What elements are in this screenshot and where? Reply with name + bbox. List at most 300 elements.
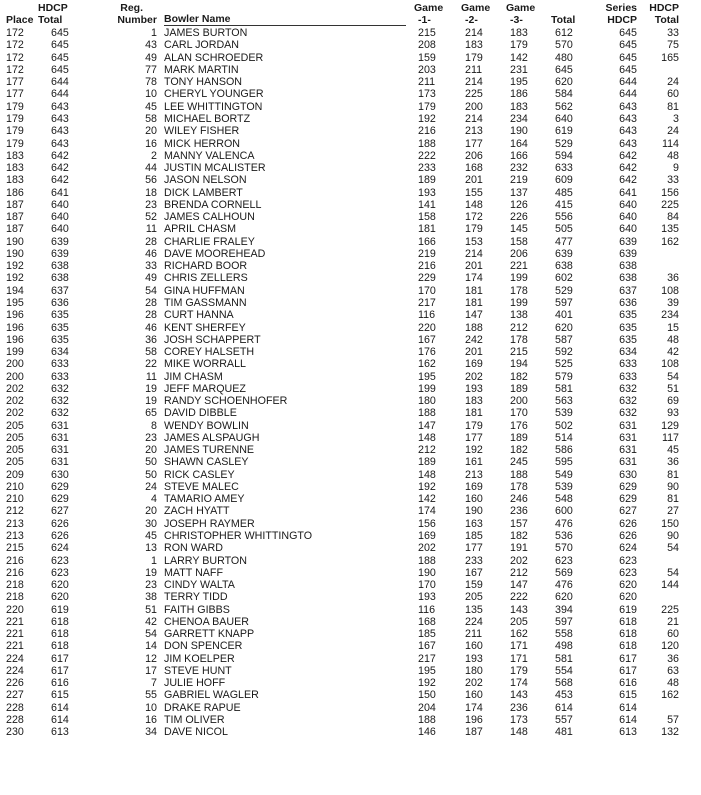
game-2-cell: 200: [465, 100, 483, 113]
total-cell: 529: [555, 137, 573, 150]
game-1-cell: 173: [418, 88, 436, 101]
game-1-cell: 158: [418, 211, 436, 224]
total-cell: 633: [555, 162, 573, 175]
total-cell: 597: [555, 296, 573, 309]
game-3-cell: 171: [510, 640, 528, 653]
hdcp-total-cell: 643: [51, 137, 69, 150]
place-cell: 192: [6, 272, 24, 285]
game-2-cell: 163: [465, 517, 483, 530]
series-hdcp-cell: 637: [619, 284, 637, 297]
total-cell: 620: [555, 591, 573, 604]
hdcp-total-cell: 633: [51, 358, 69, 371]
series-hdcp-cell: 640: [619, 223, 637, 236]
game-2-cell: 153: [465, 235, 483, 248]
table-row: [6, 358, 679, 370]
reg-number-cell: 30: [145, 517, 157, 530]
series-hdcp-cell: 631: [619, 419, 637, 432]
hdcp-value-cell: 81: [667, 468, 679, 481]
table-row: [6, 579, 679, 591]
series-hdcp-cell: 629: [619, 493, 637, 506]
game-2-cell: 167: [465, 566, 483, 579]
total-cell: 477: [555, 235, 573, 248]
hdcp-value-cell: 45: [667, 444, 679, 457]
standings-table: [6, 3, 679, 738]
game-1-cell: 220: [418, 321, 436, 334]
game-3-cell: 231: [510, 63, 528, 76]
game-3-cell: 199: [510, 296, 528, 309]
table-row: [6, 456, 679, 468]
reg-number-cell: 28: [145, 235, 157, 248]
bowler-name-cell: SHAWN CASLEY: [164, 456, 249, 469]
place-cell: 196: [6, 309, 24, 322]
bowler-name-cell: ZACH HYATT: [164, 505, 230, 518]
game-3-cell: 200: [510, 395, 528, 408]
table-row: [6, 321, 679, 333]
place-cell: 213: [6, 517, 24, 530]
bowler-name-cell: GARRETT KNAPP: [164, 628, 255, 641]
hdcp-value-cell: 15: [667, 321, 679, 334]
place-cell: 172: [6, 63, 24, 76]
game-1-cell: 181: [418, 223, 436, 236]
game-2-cell: 147: [465, 309, 483, 322]
total-cell: 549: [555, 468, 573, 481]
hdcp-total-cell: 630: [51, 468, 69, 481]
place-cell: 215: [6, 542, 24, 555]
table-row: [6, 542, 679, 554]
hdcp-value-cell: 42: [667, 346, 679, 359]
hdcp-total-cell: 645: [51, 51, 69, 64]
reg-number-cell: 78: [145, 76, 157, 89]
place-cell: 209: [6, 468, 24, 481]
total-cell: 587: [555, 333, 573, 346]
hdcp-total-cell: 631: [51, 456, 69, 469]
total-cell: 556: [555, 211, 573, 224]
game-3-cell: 126: [510, 198, 528, 211]
game-3-cell: 206: [510, 247, 528, 260]
hdcp-value-cell: 132: [661, 726, 679, 739]
series-hdcp-cell: 632: [619, 382, 637, 395]
bowler-name-cell: JEFF MARQUEZ: [164, 382, 246, 395]
game-1-cell: 159: [418, 51, 436, 64]
place-header: Place: [6, 14, 34, 26]
bowler-name-cell: CINDY WALTA: [164, 579, 235, 592]
series-hdcp-cell: 645: [619, 51, 637, 64]
game-1-cell: 189: [418, 456, 436, 469]
game-1-cell: 208: [418, 39, 436, 52]
game-3-cell: 157: [510, 517, 528, 530]
hdcp-total-cell: 617: [51, 652, 69, 665]
total-cell: 612: [555, 27, 573, 40]
game-3-cell: 162: [510, 628, 528, 641]
hdcp-value-cell: [637, 260, 679, 272]
reg-number-cell: 19: [145, 382, 157, 395]
table-row: [6, 174, 679, 186]
game-1-cell: 216: [418, 125, 436, 138]
place-cell: 172: [6, 27, 24, 40]
series-hdcp-cell: 614: [619, 701, 637, 714]
table-row: [6, 628, 679, 640]
game-2-cell: 213: [465, 468, 483, 481]
hdcp-value-cell: 81: [667, 493, 679, 506]
reg-number-cell: 50: [145, 468, 157, 481]
place-cell: 200: [6, 358, 24, 371]
game-2-cell: 155: [465, 186, 483, 199]
total-cell: 536: [555, 530, 573, 543]
game-1-cell: 147: [418, 419, 436, 432]
game-3-cell: 179: [510, 39, 528, 52]
bowler-name-cell: JOSEPH RAYMER: [164, 517, 255, 530]
hdcp-total-cell: 632: [51, 407, 69, 420]
reg-number-cell: 65: [145, 407, 157, 420]
table-row: [6, 591, 679, 603]
game-2-cell: 225: [465, 88, 483, 101]
hdcp-total-cell: 645: [51, 63, 69, 76]
hdcp-header-line2: Total: [654, 14, 679, 26]
bowler-name-cell: TONY HANSON: [164, 76, 242, 89]
series-hdcp-cell: 635: [619, 309, 637, 322]
place-cell: 200: [6, 370, 24, 383]
game-3-cell: 222: [510, 591, 528, 604]
game-2-cell: 160: [465, 689, 483, 702]
game-1-cell: 156: [418, 517, 436, 530]
series-hdcp-cell: 643: [619, 112, 637, 125]
total-cell: 502: [555, 419, 573, 432]
game-1-cell: 168: [418, 615, 436, 628]
hdcp-total-cell: 617: [51, 664, 69, 677]
hdcp-value-cell: 93: [667, 407, 679, 420]
hdcp-value-cell: 3: [673, 112, 679, 125]
hdcp-total-cell: 643: [51, 125, 69, 138]
game-3-cell: 164: [510, 137, 528, 150]
game-1-cell: 189: [418, 174, 436, 187]
hdcp-total-cell: 642: [51, 149, 69, 162]
total-cell: 415: [555, 198, 573, 211]
reg-number-cell: 10: [145, 88, 157, 101]
table-row: [6, 39, 679, 51]
hdcp-total-cell: 640: [51, 223, 69, 236]
game-1-cell: 219: [418, 247, 436, 260]
total-cell: 539: [555, 480, 573, 493]
place-cell: 179: [6, 125, 24, 138]
hdcp-total-cell: 626: [51, 530, 69, 543]
hdcp-total-cell: 643: [51, 112, 69, 125]
table-row: [6, 370, 679, 382]
table-row: [6, 689, 679, 701]
game-3-cell: 138: [510, 309, 528, 322]
total-cell: 592: [555, 346, 573, 359]
hdcp-total-cell: 627: [51, 505, 69, 518]
series-hdcp-cell: 623: [619, 554, 637, 567]
game-3-cell: 182: [510, 370, 528, 383]
game-3-cell: 205: [510, 615, 528, 628]
bowler-name-cell: WILEY FISHER: [164, 125, 240, 138]
reg-number-cell: 23: [145, 431, 157, 444]
total-cell: 514: [555, 431, 573, 444]
total-cell: 581: [555, 382, 573, 395]
game-2-cell: 160: [465, 493, 483, 506]
total-cell: 558: [555, 628, 573, 641]
game-3-cell: 183: [510, 27, 528, 40]
total-cell: 480: [555, 51, 573, 64]
table-row: [6, 334, 679, 346]
game-2-cell: 159: [465, 579, 483, 592]
game-1-cell: 217: [418, 652, 436, 665]
series-hdcp-cell: 643: [619, 137, 637, 150]
hdcp-total-cell: 626: [51, 517, 69, 530]
table-row: [6, 52, 679, 64]
hdcp-total-cell: 613: [51, 726, 69, 739]
table-row: [6, 726, 679, 738]
hdcp-total-cell: 643: [51, 100, 69, 113]
place-cell: 172: [6, 39, 24, 52]
place-cell: 179: [6, 100, 24, 113]
reg-header-line2: Number: [117, 14, 157, 26]
table-row: [6, 236, 679, 248]
hdcp-value-cell: 114: [661, 137, 679, 150]
game-1-cell: 167: [418, 640, 436, 653]
bowler-name-cell: RICK CASLEY: [164, 468, 235, 481]
total-cell: 525: [555, 358, 573, 371]
game-2-cell: 205: [465, 591, 483, 604]
table-row: [6, 76, 679, 88]
game-3-cell: 158: [510, 235, 528, 248]
reg-number-cell: 56: [145, 174, 157, 187]
hdcp-total-cell: 637: [51, 284, 69, 297]
reg-header-line1: Reg.: [120, 2, 143, 14]
hdcp-total-cell: 616: [51, 677, 69, 690]
place-cell: 218: [6, 591, 24, 604]
game1-header-line1: Game: [414, 2, 444, 14]
game-2-cell: 242: [465, 333, 483, 346]
hdcp-total-cell: 635: [51, 321, 69, 334]
table-row: [6, 603, 679, 615]
total-cell: 600: [555, 505, 573, 518]
hdcp-total-cell: 635: [51, 333, 69, 346]
reg-number-cell: 44: [145, 162, 157, 175]
hdcp-value-cell: 48: [667, 149, 679, 162]
game-3-cell: 236: [510, 505, 528, 518]
series-hdcp-cell: 615: [619, 689, 637, 702]
table-row: [6, 199, 679, 211]
bowler-name-cell: DON SPENCER: [164, 640, 243, 653]
table-row: [6, 272, 679, 284]
game3-header-line1: Game: [506, 2, 536, 14]
total-cell: 539: [555, 407, 573, 420]
game-1-cell: 212: [418, 444, 436, 457]
hdcp-total-cell: 636: [51, 296, 69, 309]
game-2-cell: 202: [465, 370, 483, 383]
game-1-cell: 148: [418, 468, 436, 481]
hdcp-value-cell: 36: [667, 456, 679, 469]
bowler-name-cell: CHRIS ZELLERS: [164, 272, 248, 285]
hdcp-value-cell: [637, 591, 679, 603]
place-cell: 179: [6, 137, 24, 150]
hdcp-total-cell: 640: [51, 211, 69, 224]
table-row: [6, 297, 679, 309]
series-hdcp-cell: 613: [619, 726, 637, 739]
hdcp-total-cell: 629: [51, 480, 69, 493]
series-hdcp-cell: 626: [619, 530, 637, 543]
place-cell: 190: [6, 247, 24, 260]
total-cell: 645: [555, 63, 573, 76]
game-2-cell: 177: [465, 137, 483, 150]
table-row: [6, 113, 679, 125]
game-1-cell: 195: [418, 370, 436, 383]
game-3-cell: 176: [510, 419, 528, 432]
game3-header-line2: -3-: [510, 14, 523, 26]
table-row: [6, 714, 679, 726]
game-3-cell: 199: [510, 272, 528, 285]
place-cell: 194: [6, 284, 24, 297]
reg-number-cell: 17: [145, 664, 157, 677]
reg-number-cell: 54: [145, 628, 157, 641]
game-2-cell: 190: [465, 505, 483, 518]
reg-number-cell: 16: [145, 137, 157, 150]
game-2-cell: 188: [465, 321, 483, 334]
series-hdcp-cell: 644: [619, 76, 637, 89]
bowler-name-cell: RANDY SCHOENHOFER: [164, 395, 288, 408]
series-hdcp-cell: 631: [619, 456, 637, 469]
game-1-cell: 192: [418, 480, 436, 493]
series-header-line1: Series: [605, 2, 637, 14]
game-1-cell: 217: [418, 296, 436, 309]
place-cell: 230: [6, 726, 24, 739]
game-1-cell: 176: [418, 346, 436, 359]
game-2-cell: 148: [465, 198, 483, 211]
hdcp-total-cell: 644: [51, 76, 69, 89]
hdcp-total-cell: 623: [51, 566, 69, 579]
game-1-cell: 166: [418, 235, 436, 248]
game-2-cell: 192: [465, 444, 483, 457]
game-1-cell: 193: [418, 186, 436, 199]
bowler-name-cell: RICHARD BOOR: [164, 260, 248, 273]
hdcp-value-cell: 36: [667, 272, 679, 285]
total-cell: 557: [555, 714, 573, 726]
bowler-name-cell: CHENOA BAUER: [164, 615, 249, 628]
hdcp-total-cell: 620: [51, 591, 69, 604]
hdcp-total-cell: 632: [51, 395, 69, 408]
game-2-cell: 179: [465, 419, 483, 432]
hdcp-value-cell: [637, 248, 679, 260]
place-cell: 195: [6, 296, 24, 309]
game-1-cell: 199: [418, 382, 436, 395]
game-1-cell: 116: [418, 603, 436, 616]
table-row: [6, 285, 679, 297]
hdcp-value-cell: 24: [667, 125, 679, 138]
hdcp-total-cell: 635: [51, 309, 69, 322]
bowler-name-cell: JUSTIN MCALISTER: [164, 162, 266, 175]
game-1-cell: 211: [418, 76, 436, 89]
reg-number-cell: 18: [145, 186, 157, 199]
bowler-name-cell: DRAKE RAPUE: [164, 701, 241, 714]
total-cell: 597: [555, 615, 573, 628]
total-cell: 394: [555, 603, 573, 616]
game-2-cell: 196: [465, 714, 483, 726]
game-2-cell: 181: [465, 296, 483, 309]
total-cell: 570: [555, 542, 573, 555]
place-cell: 212: [6, 505, 24, 518]
total-cell: 620: [555, 76, 573, 89]
total-cell: 640: [555, 112, 573, 125]
total-cell: 595: [555, 456, 573, 469]
table-row: [6, 395, 679, 407]
series-hdcp-cell: 631: [619, 444, 637, 457]
game-1-cell: 192: [418, 112, 436, 125]
bowler-name-cell: JAMES TURENNE: [164, 444, 255, 457]
place-cell: 218: [6, 579, 24, 592]
place-cell: 187: [6, 211, 24, 224]
hdcp-value-cell: 162: [661, 235, 679, 248]
game-3-cell: 191: [510, 542, 528, 555]
game-3-cell: 178: [510, 333, 528, 346]
table-row: [6, 505, 679, 517]
reg-number-cell: 28: [145, 309, 157, 322]
reg-number-cell: 11: [145, 223, 157, 236]
game-1-cell: 233: [418, 162, 436, 175]
bowler-name-cell: JAMES BURTON: [164, 27, 248, 40]
game-1-cell: 204: [418, 701, 436, 714]
game-1-cell: 146: [418, 726, 436, 739]
reg-number-cell: 23: [145, 579, 157, 592]
bowler-name-cell: MIKE WORRALL: [164, 358, 246, 371]
series-hdcp-cell: 642: [619, 149, 637, 162]
game-3-cell: 173: [510, 714, 528, 726]
game-2-cell: 201: [465, 174, 483, 187]
hdcp-total-header-line1: HDCP: [38, 2, 68, 14]
hdcp-total-cell: 633: [51, 370, 69, 383]
hdcp-value-cell: 156: [661, 186, 679, 199]
hdcp-total-cell: 614: [51, 714, 69, 726]
hdcp-value-cell: 9: [673, 162, 679, 175]
table-row: [6, 309, 679, 321]
game-3-cell: 142: [510, 51, 528, 64]
game-2-cell: 135: [465, 603, 483, 616]
hdcp-total-cell: 640: [51, 198, 69, 211]
game-3-cell: 212: [510, 321, 528, 334]
reg-number-cell: 12: [145, 652, 157, 665]
table-row: [6, 481, 679, 493]
game-2-cell: 177: [465, 431, 483, 444]
game-3-cell: 188: [510, 468, 528, 481]
total-cell: 498: [555, 640, 573, 653]
hdcp-value-cell: 90: [667, 480, 679, 493]
game-1-cell: 188: [418, 554, 436, 567]
game-3-cell: 194: [510, 358, 528, 371]
series-hdcp-cell: 617: [619, 664, 637, 677]
hdcp-total-cell: 614: [51, 701, 69, 714]
hdcp-value-cell: 60: [667, 88, 679, 101]
table-row: [6, 248, 679, 260]
place-cell: 213: [6, 530, 24, 543]
game-3-cell: 245: [510, 456, 528, 469]
bowler-name-cell: LARRY BURTON: [164, 554, 247, 567]
series-hdcp-cell: 644: [619, 88, 637, 101]
reg-number-cell: 14: [145, 640, 157, 653]
reg-number-cell: 19: [145, 566, 157, 579]
total-cell: 476: [555, 517, 573, 530]
hdcp-total-cell: 634: [51, 346, 69, 359]
place-cell: 226: [6, 677, 24, 690]
table-row: [6, 346, 679, 358]
game2-header-line2: -2-: [465, 14, 478, 26]
game-3-cell: 183: [510, 100, 528, 113]
hdcp-value-cell: 51: [667, 382, 679, 395]
game-3-cell: 147: [510, 579, 528, 592]
reg-number-cell: 1: [151, 554, 157, 567]
table-row: [6, 150, 679, 162]
total-cell: 619: [555, 125, 573, 138]
table-row: [6, 407, 679, 419]
